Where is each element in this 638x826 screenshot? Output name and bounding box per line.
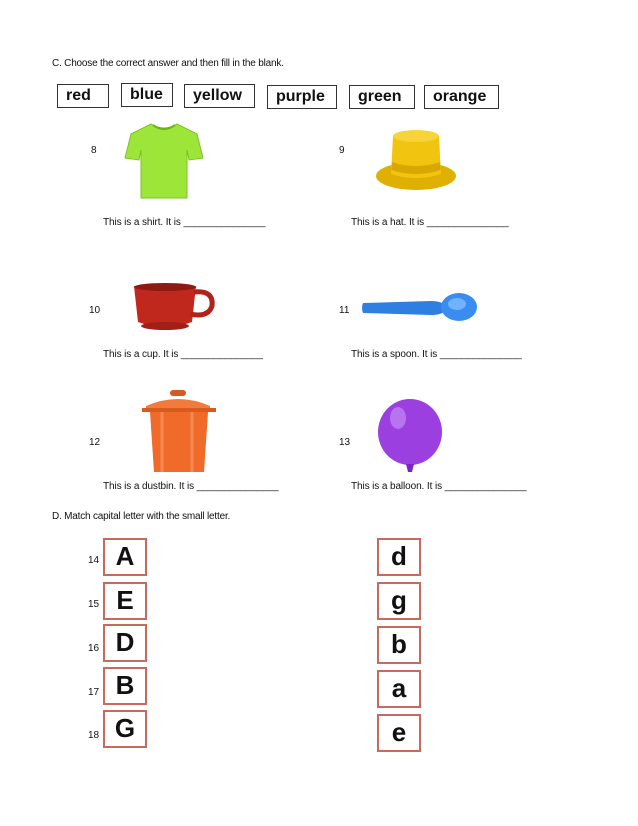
question-number: 15 xyxy=(88,599,100,610)
word-orange: orange xyxy=(424,85,499,109)
question-sentence: This is a cup. It is _______________ xyxy=(103,349,263,360)
word-yellow: yellow xyxy=(184,84,255,108)
question-sentence: This is a hat. It is _______________ xyxy=(351,217,509,228)
question-number: 12 xyxy=(89,437,101,448)
question-number: 16 xyxy=(88,643,100,654)
word-purple: purple xyxy=(267,85,337,109)
capital-letter-box: D xyxy=(103,624,147,662)
section-d-heading: D. Match capital letter with the small letter. xyxy=(52,511,231,522)
word-green: green xyxy=(349,85,415,109)
capital-letter-box: G xyxy=(103,710,147,748)
capital-letter-box: A xyxy=(103,538,147,576)
question-sentence: This is a spoon. It is _______________ xyxy=(351,349,522,360)
question-number: 10 xyxy=(89,305,101,316)
capital-letter-box: E xyxy=(103,582,147,620)
question-sentence: This is a dustbin. It is _______________ xyxy=(103,481,279,492)
green-shirt-icon xyxy=(123,120,205,202)
orange-dustbin-icon xyxy=(140,388,218,474)
question-number: 11 xyxy=(339,305,350,316)
small-letter-box: e xyxy=(377,714,421,752)
question-number: 14 xyxy=(88,555,100,566)
question-sentence: This is a balloon. It is _______________ xyxy=(351,481,527,492)
question-sentence: This is a shirt. It is _______________ xyxy=(103,217,266,228)
question-number: 13 xyxy=(339,437,351,448)
word-blue: blue xyxy=(121,83,173,107)
small-letter-box: a xyxy=(377,670,421,708)
small-letter-box: g xyxy=(377,582,421,620)
question-number: 9 xyxy=(339,145,345,156)
question-number: 8 xyxy=(91,145,97,156)
section-c-heading: C. Choose the correct answer and then fill in the blank. xyxy=(52,58,284,69)
word-red: red xyxy=(57,84,109,108)
small-letter-box: d xyxy=(377,538,421,576)
question-number: 18 xyxy=(88,730,100,741)
blue-spoon-icon xyxy=(361,291,481,325)
small-letter-box: b xyxy=(377,626,421,664)
question-number: 17 xyxy=(88,687,100,698)
yellow-hat-icon xyxy=(371,124,461,194)
red-cup-icon xyxy=(128,282,216,332)
purple-balloon-icon xyxy=(374,398,446,476)
capital-letter-box: B xyxy=(103,667,147,705)
